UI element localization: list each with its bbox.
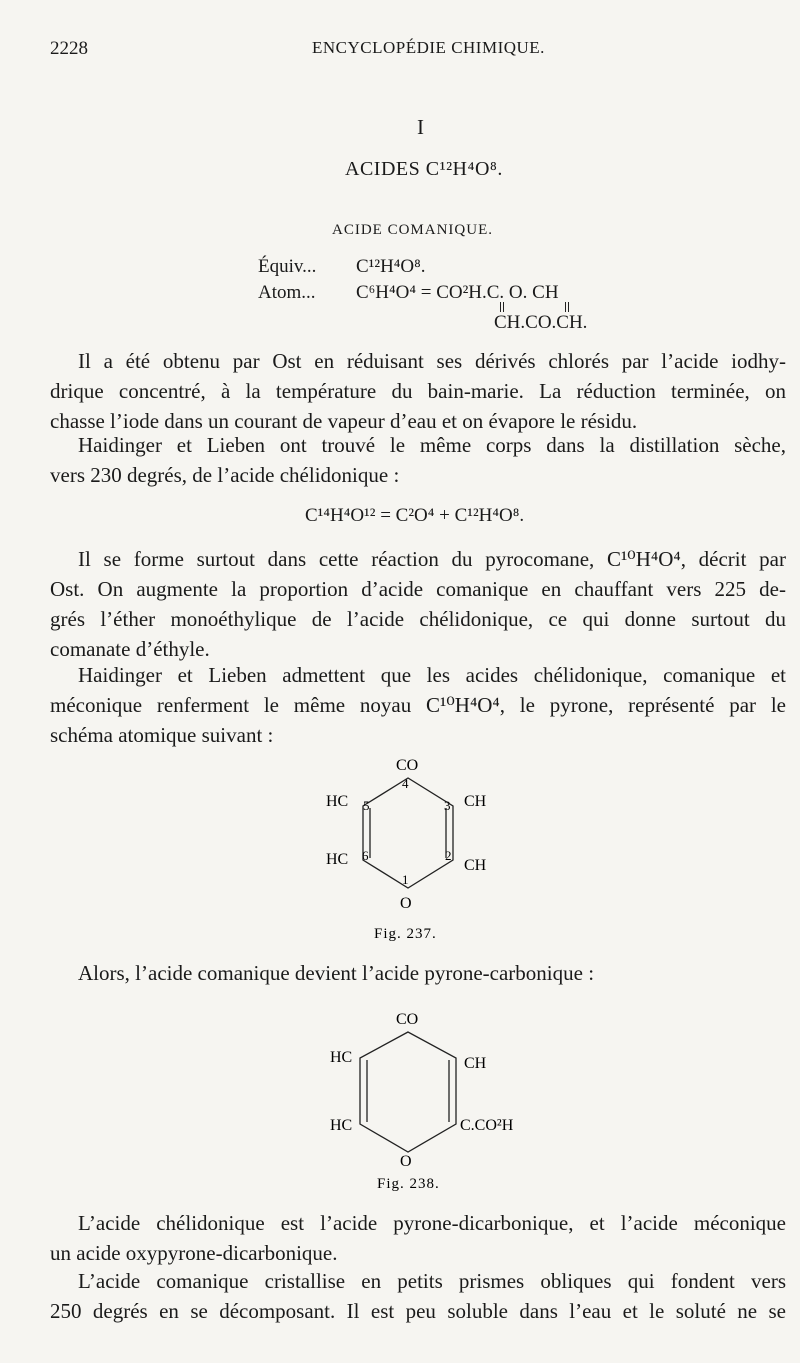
fig237-num-6: 6 [362, 848, 369, 863]
fig238-hexagon [360, 1032, 456, 1152]
text-line: Ost. On augmente la proportion d’acide comanique en chauffant vers 225 de- [50, 577, 786, 601]
text-line: un acide oxypyrone-dicarbonique. [50, 1241, 338, 1265]
section-number: I [417, 115, 424, 139]
fig237-num-4: 4 [402, 776, 409, 791]
fig238-bottom-atom: O [400, 1153, 412, 1170]
text-line: Alors, l’acide comanique devient l’acide pyrone-carbonique : [78, 961, 595, 985]
text-line: vers 230 degrés, de l’acide chélidonique : [50, 463, 400, 487]
text-line: Haidinger et Lieben ont trouvé le même corps dans la distillation sèche, [78, 433, 786, 457]
figure-238-pyrone-carbonic-diagram [310, 1006, 540, 1191]
text-line: L’acide chélidonique est l’acide pyrone-dicarbonique, et l’acide méconique [78, 1211, 786, 1235]
fig237-num-3: 3 [444, 798, 451, 813]
fig237-num-5: 5 [363, 798, 370, 813]
fig237-top-group: CO [396, 757, 419, 774]
section-title: ACIDES C¹²H⁴O⁸. [345, 158, 503, 180]
double-bond-right [565, 302, 569, 312]
equiv-label: Équiv... [258, 256, 317, 277]
section-subtitle: ACIDE COMANIQUE. [332, 222, 493, 238]
paragraph-4 [50, 660, 786, 750]
text-line: méconique renferment le même noyau C¹⁰H⁴O⁴, le pyrone, représenté par le [50, 693, 786, 717]
paragraph-6 [50, 1208, 786, 1268]
double-bond-left [500, 302, 504, 312]
page-number: 2228 [50, 38, 88, 59]
text-line: 250 degrés en se décomposant. Il est peu soluble dans l’eau et le soluté ne se [50, 1299, 786, 1323]
atom-label: Atom... [258, 282, 316, 303]
fig237-left-bottom: HC [326, 851, 349, 868]
running-title: ENCYCLOPÉDIE CHIMIQUE. [312, 38, 545, 57]
text-line: drique concentré, à la température du bain-marie. La réduction terminée, on [50, 379, 786, 403]
fig237-num-1: 1 [402, 872, 409, 887]
fig238-top-group: CO [396, 1011, 419, 1028]
fig238-right-bottom: C.CO²H [460, 1117, 514, 1134]
atom-value: C⁶H⁴O⁴ = CO²H.C. O. CH [356, 282, 559, 303]
fig237-caption: Fig. 237. [374, 926, 437, 942]
fig237-bottom-atom: O [400, 895, 412, 912]
paragraph-2 [50, 430, 786, 490]
reaction-equation: C¹⁴H⁴O¹² = C²O⁴ + C¹²H⁴O⁸. [305, 505, 525, 526]
equiv-value: C¹²H⁴O⁸. [356, 256, 426, 277]
text-line: comanate d’éthyle. [50, 637, 210, 661]
paragraph-3 [50, 544, 786, 664]
fig237-right-bottom: CH [464, 857, 487, 874]
text-line: schéma atomique suivant : [50, 723, 274, 747]
fig238-left-bottom: HC [330, 1117, 353, 1134]
text-line: grés l’éther monoéthylique de l’acide chélidonique, ce qui donne surtout du [50, 607, 786, 631]
fig238-right-top: CH [464, 1055, 487, 1072]
text-line: L’acide comanique cristallise en petits prismes obliques qui fondent vers [78, 1269, 786, 1293]
atom-value-line2: CH.CO.CH. [494, 312, 588, 333]
paragraph-1 [50, 346, 786, 436]
figure-237-pyrone-diagram [320, 748, 500, 948]
fig238-left-top: HC [330, 1049, 353, 1066]
text-line: Haidinger et Lieben admettent que les acides chélidonique, comanique et [78, 663, 786, 687]
fig237-right-top: CH [464, 793, 487, 810]
fig237-num-2: 2 [445, 848, 452, 863]
text-line: Il se forme surtout dans cette réaction du pyrocomane, C¹⁰H⁴O⁴, décrit par [78, 547, 786, 571]
text-line: Il a été obtenu par Ost en réduisant ses dérivés chlorés par l’acide iodhy- [78, 349, 786, 373]
fig237-left-top: HC [326, 793, 349, 810]
text-line: chasse l’iode dans un courant de vapeur d’eau et on évapore le résidu. [50, 409, 638, 433]
fig238-caption: Fig. 238. [377, 1176, 440, 1191]
paragraph-5 [50, 958, 786, 988]
paragraph-7 [50, 1266, 786, 1326]
